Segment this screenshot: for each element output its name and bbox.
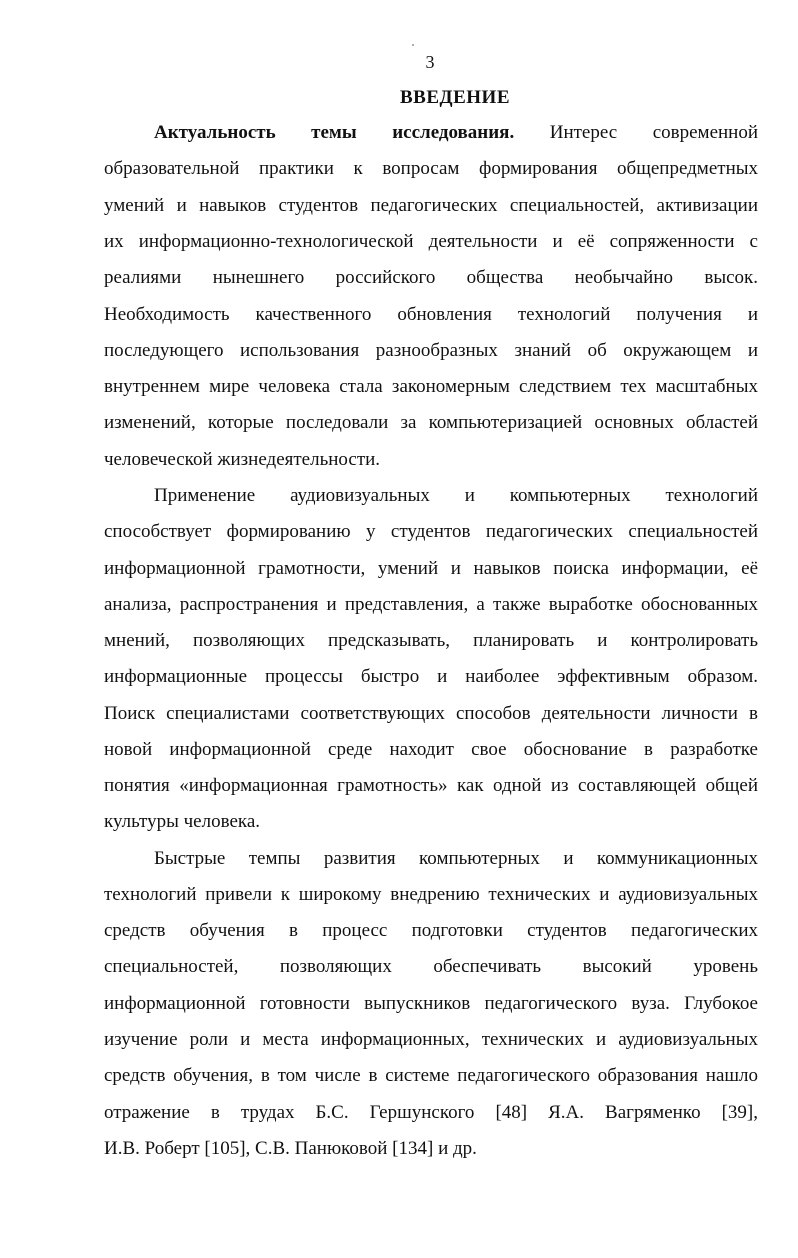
paragraph-1-line: человеческой жизнедеятельности. bbox=[104, 449, 381, 470]
paragraph-2-line: информационные процессы быстро и наиболее эффективным образом. bbox=[104, 666, 758, 687]
paragraph-2-line: анализа, распространения и представления, а также выработке обоснованных bbox=[104, 594, 758, 615]
topic-relevance-label: Актуальность темы исследования. bbox=[154, 122, 515, 143]
paragraph-3-line: специальностей, позволяющих обеспечивать высокий уровень bbox=[104, 956, 758, 977]
paragraph-1-line: образовательной практики к вопросам формирования общепредметных bbox=[104, 158, 758, 179]
paragraph-1-line-1 bbox=[154, 119, 758, 147]
paragraph-1-line: их информационно-технологической деятельности и её сопряженности с bbox=[104, 231, 758, 252]
paragraph-2-line: Поиск специалистами соответствующих способов деятельности личности в bbox=[104, 703, 758, 724]
paragraph-3-line: И.В. Роберт [105], С.В. Панюковой [134] и др. bbox=[104, 1138, 477, 1159]
paragraph-3-line-1: Быстрые темпы развития компьютерных и коммуникационных bbox=[154, 848, 758, 869]
paragraph-3-line: информационной готовности выпускников педагогического вуза. Глубокое bbox=[104, 993, 758, 1014]
paragraph-2-line: новой информационной среде находит свое обоснование в разработке bbox=[104, 739, 758, 760]
paragraph-1-line: Необходимость качественного обновления технологий получения и bbox=[104, 304, 758, 325]
paragraph-2-line-1: Применение аудиовизуальных и компьютерных технологий bbox=[154, 485, 758, 506]
paragraph-2-line: информационной грамотности, умений и навыков поиска информации, её bbox=[104, 558, 758, 579]
paragraph-3-line: изучение роли и места информационных, технических и аудиовизуальных bbox=[104, 1029, 758, 1050]
page-number: 3 bbox=[425, 52, 435, 72]
section-heading: ВВЕДЕНИЕ bbox=[400, 87, 510, 108]
paragraph-3-line: отражение в трудах Б.С. Гершунского [48] Я.А. Вагряменко [39], bbox=[104, 1102, 758, 1123]
paragraph-2-line: мнений, позволяющих предсказывать, планировать и контролировать bbox=[104, 630, 758, 651]
paragraph-3-line: средств обучения в процесс подготовки студентов педагогических bbox=[104, 920, 758, 941]
paragraph-1-line: умений и навыков студентов педагогических специальностей, активизации bbox=[104, 195, 758, 216]
paragraph-1-line: изменений, которые последовали за компьютеризацией основных областей bbox=[104, 412, 758, 433]
paragraph-2-line: понятия «информационная грамотность» как одной из составляющей общей bbox=[104, 775, 758, 796]
paragraph-2-line: способствует формированию у студентов педагогических специальностей bbox=[104, 521, 758, 542]
paragraph-3-line: средств обучения, в том числе в системе педагогического образования нашло bbox=[104, 1065, 758, 1086]
paragraph-3-line: технологий привели к широкому внедрению технических и аудиовизуальных bbox=[104, 884, 758, 905]
paragraph-1-line: реалиями нынешнего российского общества необычайно высок. bbox=[104, 267, 758, 288]
scan-speck bbox=[412, 44, 414, 46]
paragraph-2-line: культуры человека. bbox=[104, 811, 261, 832]
paragraph-1-line: последующего использования разнообразных знаний об окружающем и bbox=[104, 340, 758, 361]
paragraph-1-line: внутреннем мире человека стала закономерным следствием тех масштабных bbox=[104, 376, 758, 397]
line-text: Интерес современной bbox=[514, 122, 759, 143]
